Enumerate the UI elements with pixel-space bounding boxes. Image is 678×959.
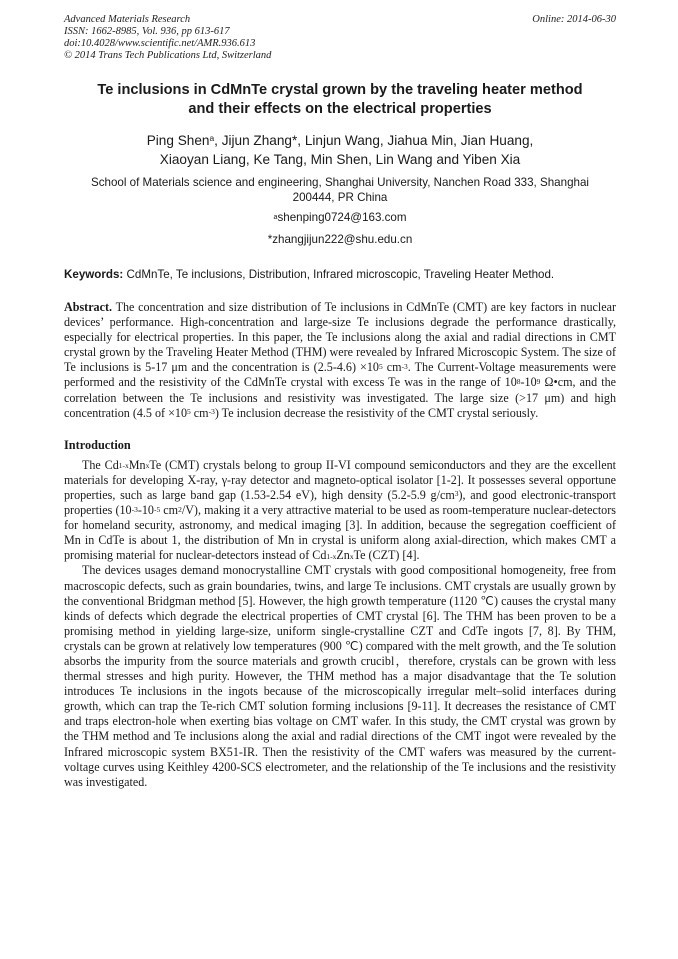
title-line-1: Te inclusions in CdMnTe crystal grown by the traveling heater method xyxy=(97,82,583,98)
para-text: ), and good electronic-transport properties (10 xyxy=(64,487,616,518)
introduction-heading: Introduction xyxy=(64,437,131,452)
paper-page xyxy=(64,14,616,790)
author-line-2: Xiaoyan Liang, Ke Tang, Min Shen, Lin Wang and Yiben Xia xyxy=(159,152,521,167)
abstract-text: The concentration and size distribution of Te inclusions in CdMnTe (CMT) are key factors in nuclear devices’ performance. High-concentration and large-size Te inclusions degrade the performance drastically, especially for electrical properties. In this paper, the Te inclusions along the axial and radial directions in CMT crystal grown by the Traveling Heater Method (THM) were revealed by Infrared Microscopic System. The size of Te inclusions is 5-17 μm and the concentration is (2.5-4.6) ×10 xyxy=(64,300,616,375)
email-a xyxy=(64,210,616,225)
author-line-1-rest: , Jijun Zhang*, Linjun Wang, Jiahua Min, Jian Huang, xyxy=(214,133,534,148)
abstract xyxy=(64,300,616,421)
abstract-sup: -3 xyxy=(401,361,408,371)
journal-name: Advanced Materials Research xyxy=(64,14,191,25)
para-text: Zn xyxy=(336,548,350,563)
para-sup: 2 xyxy=(178,504,182,514)
keywords xyxy=(64,267,616,282)
para-sub: 1-x xyxy=(118,461,129,471)
author-list xyxy=(64,131,616,169)
para-sub: 1-x xyxy=(326,551,337,561)
abstract-text: cm xyxy=(190,405,209,420)
para-sup: -5 xyxy=(153,504,161,514)
online-date: Online: 2014-06-30 xyxy=(532,14,616,25)
abstract-text: cm xyxy=(382,360,402,375)
journal-header xyxy=(64,14,616,62)
para-sup: 3 xyxy=(454,489,459,499)
email-b: *zhangjijun222@shu.edu.cn xyxy=(267,233,413,246)
abstract-text: . The Current-Voltage measurements were performed and the resistivity of the CdMnTe crystal with excess Te was in the range of 10 xyxy=(64,360,616,390)
abstract-text: ) Te inclusion decrease the resistivity of the CMT crystal seriously. xyxy=(214,405,539,420)
title-line-2: and their effects on the electrical properties xyxy=(188,101,492,117)
keywords-label: Keywords: xyxy=(64,268,124,281)
para-sub: x xyxy=(349,551,354,561)
para-text: -10 xyxy=(137,503,154,518)
first-author-sup: a xyxy=(209,133,215,144)
affiliation-line-2: 200444, PR China xyxy=(292,191,388,204)
para-text: The Cd xyxy=(82,457,119,472)
abstract-sup: 9 xyxy=(536,376,541,386)
introduction-paragraph-2: The devices usages demand monocrystalline CMT crystals with good compositional homogeneity, free from macroscopic defects, such as grain boundaries, twins, and large Te inclusions. CMT crystals are usually grown by the conventional Bridgman method [5]. However, the high growth temperature (1120 ℃) causes the crystal many kinds of defects which degrade the electrical properties of CMT crystal [6]. The THM has been proven to be a promising method in yielding large-size, uniform single-crystalline CZT and CdTe ingots [7, 8]. By THM, crystals can be grown at relatively low temperatures (900 ℃) compared with the melt growth, and the Te solution absorbs the impurity from the source materials and growth crucibl，therefore, crystals can be grown with less thermal stresses and high purity. However, the THM method has a major disadvantage that the Te solution introduces Te inclusions in the ingots because of the microscopically irregular melt–solid interfaces during growth, which can trap the Te-rich CMT solution forming inclusions [9-11]. It decreases the resistance of CMT and traps electron-hole when exerting bias voltage on CMT wafer. In this study, the CMT crystal was grown by the THM method and Te inclusions along the axial and radial directions of the CMT ingot were revealed by the Infrared microscopic system BX51-IR. Then the resistivity of the CMT wafers was measured by the current-voltage curves using Keithley 4200-SCS electrometer, and the relationship of the Te inclusions and the resistivity was investigated. xyxy=(64,563,616,789)
para-text: Mn xyxy=(128,457,146,472)
para-text: Te (CMT) crystals belong to group II-VI compound semiconductors and they are the excellent materials for developing X-ray, γ-ray detector and magneto-optical isolator [1-2]. It possesses several opportune properties, such as large band gap (1.53-2.54 eV), high density (5.2-5.9 g/cm xyxy=(64,457,616,502)
affiliation xyxy=(64,175,616,205)
abstract-sup: 5 xyxy=(187,407,191,417)
paper-title xyxy=(64,81,616,119)
para-sub: x xyxy=(145,461,150,471)
para-sup: -3 xyxy=(131,504,138,514)
abstract-text: Ω•cm, and the correlation between the Te inclusions and resistivity was investigated. The large size (>17 μm) and high concentration (4.5 of ×10 xyxy=(64,375,616,420)
doi-line: doi:10.4028/www.scientific.net/AMR.936.613 xyxy=(64,38,256,49)
abstract-text: -10 xyxy=(520,375,537,390)
para-text: /V), making it a very attractive material to be used as room-temperature nuclear-detectors for homeland security, astronomy, and medical imaging [3]. In addition, because the segregation coefficient of Mn in CdTe is about 1, the distribution of Mn in crystal is uniform along axial-direction, which makes CMT a promising material for nuclear-detectors instead of Cd xyxy=(64,503,616,563)
copyright-line: © 2014 Trans Tech Publications Ltd, Switzerland xyxy=(64,50,272,61)
abstract-label: Abstract. xyxy=(64,300,113,314)
author-line-1 xyxy=(64,131,616,150)
email-a-sup: a xyxy=(273,211,278,221)
abstract-sup: 8 xyxy=(516,376,521,386)
affiliation-line-1: School of Materials science and engineering, Shanghai University, Nanchen Road 333, Shanghai xyxy=(91,176,589,189)
abstract-sup: 5 xyxy=(378,361,383,371)
introduction-paragraph-1 xyxy=(64,458,616,564)
first-author: Ping Shen xyxy=(146,133,210,148)
issn-line: ISSN: 1662-8985, Vol. 936, pp 613-617 xyxy=(64,26,230,37)
para-text: Te (CZT) [4]. xyxy=(353,548,420,563)
para-text: cm xyxy=(160,503,179,518)
abstract-sup: -3 xyxy=(208,407,215,417)
keywords-text: CdMnTe, Te inclusions, Distribution, Infrared microscopic, Traveling Heater Method. xyxy=(123,268,555,281)
email-a-address: shenping0724@163.com xyxy=(277,211,407,224)
